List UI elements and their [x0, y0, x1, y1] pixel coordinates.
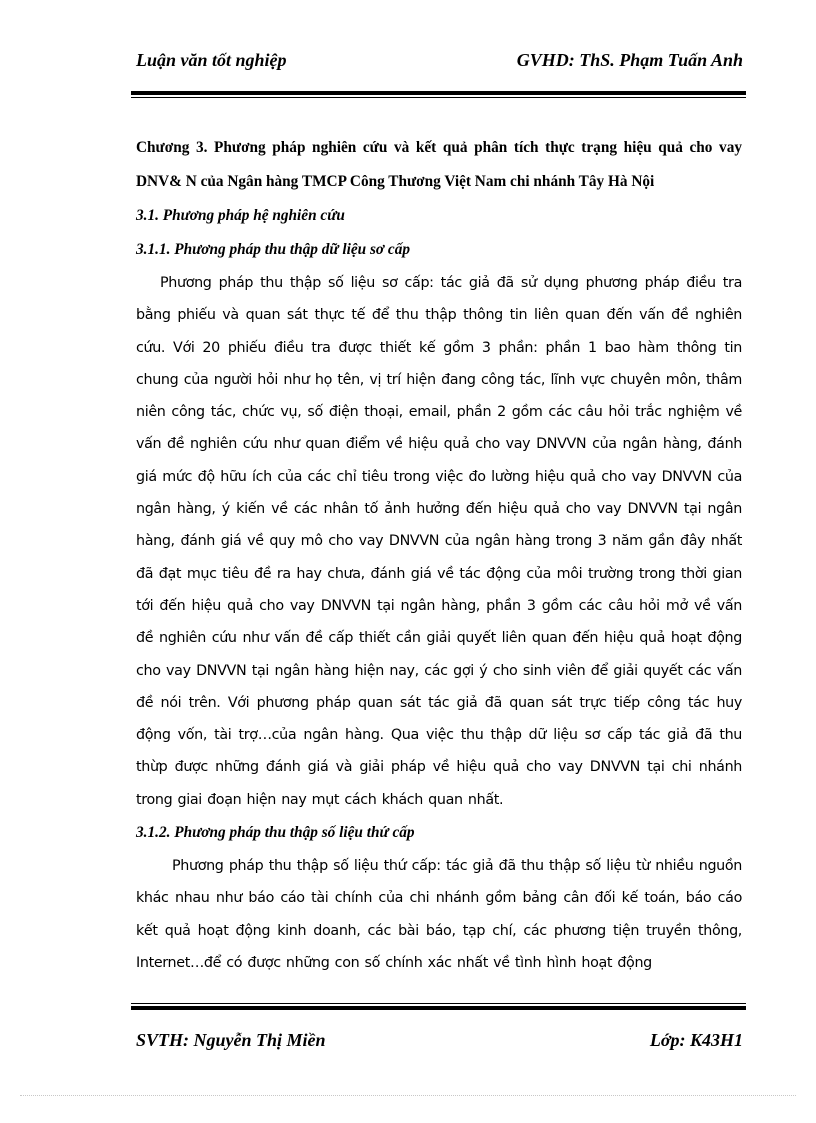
footer-rule-thin [131, 1003, 746, 1004]
page-header [136, 46, 743, 76]
paragraph-secondary-data: Phương pháp thu thập số liệu thứ cấp: tác giả đã thu thập số liệu từ nhiều nguồn khác nhau như báo cáo tài chính của chi nhánh gồm bảng cân đối kế toán, báo cáo kết quả hoạt động kinh doanh, các bài báo, tạp chí, các phương tiện truyền thông, Internet…để có được những con số chính xác nhất về tình hình hoạt động [136, 858, 742, 971]
header-rule-thin [131, 97, 746, 98]
footer-rule-thick [131, 1006, 746, 1010]
section-heading-3-1-2: 3.1.2. Phương pháp thu thập số liệu thứ cấp [136, 824, 415, 842]
header-thesis-label: Luận văn tốt nghiệp [136, 50, 287, 70]
header-rule-thick [131, 91, 746, 95]
paragraph-primary-data: Phương pháp thu thập số liệu sơ cấp: tác giả đã sử dụng phương pháp điều tra bằng phiếu và quan sát thực tế để thu thập thông tin liên quan đến vấn đề nghiên cứu. Với 20 phiếu điều tra được thiết kế gồm 3 phần: phần 1 bao hàm thông tin chung của người hỏi như họ tên, vị trí hiện đang công tác, lĩnh vực chuyên môn, thâm niên công tác, chức vụ, số điện thoại, email, phần 2 gồm các câu hỏi trắc nghiệm về vấn đề nghiên cứu như quan điểm về hiệu quả cho vay DNVVN của ngân hàng, đánh giá mức độ hữu ích của các chỉ tiêu trong việc đo lường hiệu quả cho vay DNVVN của ngân hàng, ý kiến về các nhân tố ảnh hưởng đến hiệu quả cho vay DNVVN tại ngân hàng, đánh giá về quy mô cho vay DNVVN của ngân hàng trong 3 năm gần đây nhất đã đạt mục tiêu đề ra hay chưa, đánh giá về tác động của môi trường trong thời gian tới đến hiệu quả cho vay DNVVN tại ngân hàng, phần 3 gồm các câu hỏi mở về vấn đề nghiên cứu như vấn đề cấp thiết cần giải quyết liên quan đến hiệu quả hoạt động cho vay DNVVN tại ngân hàng hiện nay, các gợi ý cho sinh viên để giải quyết các vấn đề nói trên. Với phương pháp quan sát tác giả đã quan sát trực tiếp công tác huy động vốn, tài trợ…của ngân hàng. Qua việc thu thập dữ liệu sơ cấp tác giả đã thu thừp được những đánh giá và giải pháp về hiệu quả cho vay DNVVN tại chi nhánh trong giai đoạn hiện nay mụt cách khách quan nhất. [136, 275, 742, 808]
page-footer [136, 1030, 743, 1060]
footer-student-label: SVTH: Nguyễn Thị Miền [136, 1030, 326, 1050]
footer-class-label: Lớp: K43H1 [649, 1030, 743, 1050]
section-heading-3-1-1: 3.1.1. Phương pháp thu thập dữ liệu sơ cấp [136, 241, 411, 258]
section-heading-3-1: 3.1. Phương pháp hệ nghiên cứu [136, 207, 345, 224]
page-edge-dotted-line [20, 1095, 796, 1096]
page-content [136, 131, 742, 979]
chapter-title: Chương 3. Phương pháp nghiên cứu và kết quả phân tích thực trạng hiệu quả cho vay DNV& N của Ngân hàng TMCP Công Thương Việt Nam chi nhánh Tây Hà Nội [136, 139, 742, 190]
header-advisor-label: GVHD: ThS. Phạm Tuấn Anh [516, 50, 743, 70]
